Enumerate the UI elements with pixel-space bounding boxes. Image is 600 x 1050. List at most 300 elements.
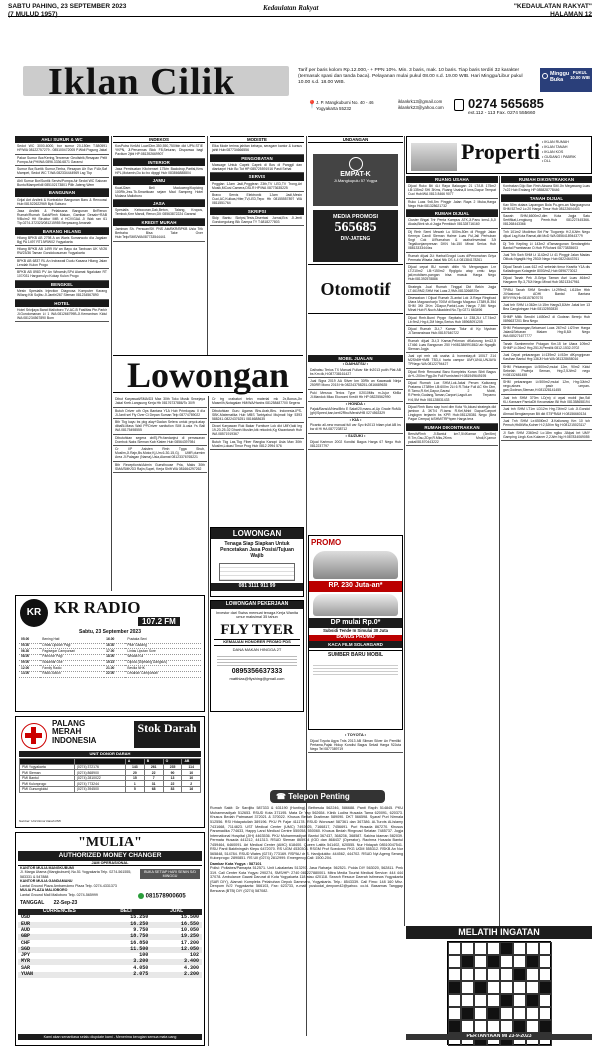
crossword-cell bbox=[513, 1020, 526, 1033]
blood-count: 20 bbox=[125, 770, 144, 776]
ad-item: Jual Sigra 2019 AA Silver km 30Rb an Kawasaki Ninja 250RR Mono 2015 Hb 082243758251-0816689635 bbox=[308, 378, 403, 390]
ad-item: Dijual cepat BU rumah dblin Yk Mergangsan Lnr LT:210m2 LB:+150m2 Rpglgdu atap cmtu kayu jati,motdisen-pangan bisa masuk Harga Nego Hub:081392578886 bbox=[406, 264, 498, 284]
currency-rate: 100 bbox=[139, 952, 149, 959]
flyer-lowongan-ad bbox=[210, 600, 304, 712]
pmi-unit: (0274) 372176 bbox=[74, 764, 125, 770]
ad-item: Dj Tnh Kepling Lt 143m2 dTamangunan Sendangtirto Bantal Prambanan O.Hub P.Ruhani 08773835603 bbox=[501, 241, 592, 253]
program-name: Bevilia NHK bbox=[125, 666, 201, 672]
brand-toyota: • TOYOTA • bbox=[344, 733, 367, 737]
pmi-stock-table bbox=[19, 758, 201, 793]
crossword-cell bbox=[539, 1020, 552, 1033]
crossword-cell bbox=[500, 994, 513, 1007]
column-3 bbox=[210, 136, 304, 354]
ad-item: Dijual Tanah Pek Jl.Griya Taman Asri Luas 464m2 Harganm Rp.3,75Jt Nego Minat Hub 08213347961 bbox=[501, 275, 592, 287]
header-page-number: HALAMAN 12 bbox=[550, 10, 592, 18]
crossword-cell bbox=[487, 981, 500, 994]
blood-count: 16 bbox=[182, 787, 201, 793]
program-time: 21.00 bbox=[104, 666, 125, 672]
ad-item: Butuh Driver uth Ops Bantara Y1A Hub Primkopau II d/a Jl.Janti sel Fly Over Ci Depan Suman Telp 08774789022 bbox=[113, 408, 207, 420]
ad-item: Elka Mode terima jahitan kebaya, seragam kantor & kursus jahit Hub:087734666556 bbox=[210, 143, 304, 155]
ad-item: Dijual Tanah Luas 612 m2 sebelah timur Kearifa Y1A dis Kaliadingan Kotagede 8000/m2,Hub 0896773012 bbox=[501, 264, 592, 276]
flyer-brand: FLY TYER bbox=[220, 621, 294, 638]
crossword-cell bbox=[526, 942, 539, 955]
blood-count: 22 bbox=[163, 781, 182, 787]
section-header-undangan: UNDANGAN bbox=[308, 136, 403, 143]
blood-count: 68 bbox=[144, 787, 163, 793]
rumah-dijual-list bbox=[406, 217, 498, 423]
program-time: 17.00 bbox=[104, 649, 125, 655]
ad-item: Skip Bantu Skripsi,Tesis,Disertasi Jurnal,Era Jl.Jenti Gondoegulung Blk Gampa TY T.6818277803 bbox=[210, 215, 304, 227]
currency-code: AUD bbox=[21, 926, 31, 933]
blood-count: 1 bbox=[125, 781, 144, 787]
car-image bbox=[313, 551, 398, 579]
currency-code: CHF bbox=[21, 939, 31, 946]
currency-column-header: BELI bbox=[101, 909, 152, 915]
ad-item: KuatJ2am Beli Maduceng/Kopicing 100Rb,Jrss.Tk.Smartkoan sejam Mad Sampreg Hotel Mulana Malioboro bbox=[113, 185, 205, 201]
mulia-open-badge: BUKA SETIAP HARI SENIN S/D MINGGU bbox=[140, 869, 200, 879]
crossword-cell bbox=[500, 968, 513, 981]
currency-rate: 15.500 bbox=[180, 914, 199, 921]
date-value: 22-Sep-23 bbox=[53, 900, 78, 906]
red-cross-icon bbox=[21, 723, 47, 749]
mulia-branches bbox=[20, 866, 135, 897]
currency-rate: 4.050 bbox=[133, 964, 149, 971]
ad-item: Jual Trih Swh SHM Lt 1142m2 Lt 41 Pinggir Jalan Madas Olikulu Ngaglik Hrg 250Jt Nego Hub 08224643761 bbox=[501, 252, 592, 264]
program-name: Radio Action bbox=[40, 671, 104, 677]
currency-rate: 3.200 bbox=[133, 958, 149, 965]
program-name: Nusantar Oke bbox=[40, 660, 104, 666]
pmi-unit: PMI Yogyakarta bbox=[20, 764, 75, 770]
program-time: 18.00 bbox=[104, 654, 125, 660]
ad-item: Jual Cepat pekarangan Lt:139m2 Lt:52m dlKpngrjpnan Kasihan Bantul Hrg:136Jt Hub WA 081328658016 bbox=[501, 352, 592, 364]
currency-code: MYR bbox=[21, 958, 31, 965]
ad-item: Hilang BPKB AB 2798 A an Waris Sumarwoto d/a Jagalan Bgj PA 1497 RT19/RW02 Yogyakarta bbox=[15, 235, 109, 247]
ad-item: Ruko Luas 9x6,5m Pinggir Jalan Raya 2 Muka,Harga Nego Hub:081328621732 bbox=[406, 199, 498, 211]
section-header-sumur: AHLI SURUR & WC bbox=[15, 136, 109, 143]
telepon-polisi: Polisi: Poltabes/Pamapta 512571. Unit Lakalantas 513297. Jasa Raharja: 562521. Polda DIY 563020, 562811. Pmk 319. Call Center Kota Yogya: 290274, SMS/HP: 2740 081227880001. Mitra Media Tourist Medical Service: 444 444 37078. Ambulance Gawat Darurat di Kota Yogyakarta 118 atau 420118. Search Rescue Daerah Istimewa Yogyakarta (SAR DIY), Alamat: Kompleks Pelabuhan Depok Dammaru, Yogyakarta. Telp.: 8543339. Call Fimo: 148 160 Mhz. Denpom IV/2 Yogyakarta: 566103, Fax: 623733, e-mail: puskodal_denpom42@yahoo. co.id. Basarnas Tanggap Bencana (BTB) DIY (0274) 587082. bbox=[210, 866, 403, 893]
ad-item: Puki Mesrua Terios Type X2010Mts m.Jujur KbBa JI.Manduk Mlau Ekonomi Kredit Hb HP:08225562990 bbox=[308, 390, 403, 402]
ad-item: SHMP Milik Sendiri Lt450m2 di Godean Berejo Hub 0896637201 Bea Nego bbox=[501, 314, 592, 326]
currency-rate: 16.550 bbox=[180, 920, 199, 927]
crossword-cell bbox=[513, 1007, 526, 1020]
section-header-bangunan: BANGUNAN bbox=[15, 189, 109, 196]
pmi-column-header: AB bbox=[182, 759, 201, 765]
blood-count: 10 bbox=[182, 770, 201, 776]
crossword-question-title: PERTANYAAN MI 23-9-2023 bbox=[406, 1034, 592, 1040]
ad-item: BPKB AB 8983 PV An Winarsih,SPd Alamat Ngalukan RT 107/031 Hargomulyo Kokap Kulon Progo bbox=[15, 269, 109, 281]
pmi-column-header: B bbox=[144, 759, 163, 765]
brand-honda: • HONDA • bbox=[345, 400, 366, 406]
brand-suzuki: • SUZUKI • bbox=[345, 433, 366, 438]
properti-category: • GUDANG / PABRIK bbox=[542, 154, 576, 159]
crossword-grid bbox=[447, 941, 551, 1045]
whatsapp-icon bbox=[138, 893, 144, 899]
flyer-title: LOWONGAN PEKERJAAN bbox=[211, 601, 303, 609]
otomotif-banner: Otomotif bbox=[308, 264, 403, 314]
blood-count: 15 bbox=[125, 775, 144, 781]
crossword-cell bbox=[526, 981, 539, 994]
radio-schedule bbox=[19, 638, 201, 678]
currency-rate: 18.750 bbox=[130, 933, 149, 940]
lpk-subtitle: Tenaga Siap Siapkan Untuk Pencetakan Jasa Posisi/Tujuan Wajib bbox=[220, 541, 294, 560]
ad-item: KosPutra KmMd Luar/Dim.350,550,750/bln dkt UPN.STIE YKPN, Jl.Perumnas Blok F8,Seturan, Dispanwa bagi Pavilum 2jtbl HP:081392669907 bbox=[113, 143, 205, 159]
crossword-cell bbox=[513, 955, 526, 968]
telepon-title bbox=[270, 790, 385, 803]
crossword-cell bbox=[487, 955, 500, 968]
section-header-ruang-usaha: RUANG USAHA bbox=[406, 176, 498, 183]
header-paper-name: "KEDAULATAN RAKYAT" bbox=[513, 3, 592, 10]
ad-item: Strategis Jual Rumah Tinggal Dkt Bekin Jogja LT.4619M2,SHM Hal Luas 2,9Mr-0813266B70n bbox=[406, 284, 498, 296]
section-header-interior: INTERIOR bbox=[113, 159, 205, 166]
sunday-label: Minggu Buka bbox=[550, 71, 570, 84]
crossword-cell bbox=[448, 1007, 461, 1020]
currency-rate: 16.250 bbox=[130, 920, 149, 927]
crossword-cell bbox=[513, 942, 526, 955]
kr-radio-name: KR RADIO bbox=[54, 598, 141, 617]
ad-item: Jasa Pembuatan Kitchenset 175/m Backdrop,Partisi,Kms HPL,Motamin,Du ko bo dipggl Hub 083866888804 bbox=[113, 166, 205, 178]
lpk-title: LOWONGAN bbox=[211, 528, 303, 539]
address-text: J. P. Mangkubumi No. 40 - 46 Yogyakarta 55232 bbox=[316, 100, 374, 111]
crossword-cell bbox=[474, 994, 487, 1007]
page-header bbox=[8, 3, 592, 17]
telepon-hospitals: Rumah Sakit: Dr Sardjito 587333 & 631190 (Hunting). Bethesda 562246, 586688. Panti Rapih 514845. PKU Muhammadiyah 512653. RSUD Kota 371195. Mata Dr Yap 562654. Klinik Ludira Husada Tama 620091, 620373. Khusus Bedah Patmasari 372021 & 370022. Khusus Bedah Dustiman 589090. DKT 566598. Syaraf Puri Nirmala 512556. RSI Hidayatullah 389196. PKU Pt Fajar 411178. RSUD Wonosari 587361 dan 367386. Al-Turots Al-Islamy 7431668, 7114823. UST Medical Center (UMC) 7492025, 7166817, 7456691. Puri Husada 867270. Khusus Paramadika 774633, Happy Land Medical Centre 550058, 550060. Khusus Bedah Ringroad Selatan 7485737. Jogja International Hospital (JIH) 4463536. PKU Muhammadiyah Bantul 367437, 368236, 368587. Sakina Idaman 582039. Permata Husada 441212, 441313. RSUD Sleman 865934 (IGD dan 868437 (Operator). Rachma Husada Bantul 7459464, 6460091. Ari Medical Center (AMC) 618400. Queen Latifa 541402, 620555. Nur Hidayah 08510047541. RSU Panti Baktiningsih Klepu 6472070. RS UGM 4530303. RSGM Prof Soedomo FKG UGM 555312. RSKB An Nur 565848, 514784. RSUD Wates (0274) 773169. RSPAU dr S. Hardjolukito: 444562, 444702. RSUD Nyi Ageng Serang Kulonprogo: 2890851. RS UII (0274) 2812999. Emergency Call: 1500-204. bbox=[210, 806, 403, 861]
ad-item: Sedot WC 3000-6000, bor sumur 20-150m T.580591 HP/WA 08122757279 - 085100472005 P.Widi Pogung Jakal bbox=[15, 143, 109, 155]
ad-item: Picanto all-new manual full var Syo th2013 hitam plat AB bs kw di Hi HA 0877238712 bbox=[308, 422, 403, 434]
properti-list bbox=[542, 140, 576, 164]
crossword-cell bbox=[487, 1020, 500, 1033]
mulia-hours-label: JAM OPERASIONAL bbox=[18, 861, 202, 866]
crossword-cell bbox=[487, 1007, 500, 1020]
crossword-cell bbox=[487, 942, 500, 955]
pmi-title-2: MERAH bbox=[52, 727, 82, 737]
empat-k-logo-icon bbox=[349, 157, 363, 171]
ad-item: Pakar Sumur Bor/Kering,Tercemar Geolistrik,Resapan Pelit Pompa Air,PH/WA:0896.3336.6871 Garansi bbox=[15, 155, 109, 167]
ad-item: Dicari Karyawan Ruk Bakar Furniture Lok dkt UMY,laki leg 19-20-25-02 Dhanh Muslim,ktk rekodnk,Kg Kiwantarah Hub WA 08571919367 bbox=[210, 423, 304, 439]
crossword-cell bbox=[461, 981, 474, 994]
program-name: Wisata Kul bbox=[125, 654, 201, 660]
program-name: Bening Hati bbox=[40, 638, 104, 643]
promo-label: PROMO bbox=[311, 538, 342, 547]
ad-item: Jual cpt rmh utk usaha & homestay,dt 100LT 214 M2Sh8H+IMB TB3,4 harta campur UMY,UNU,UNJAYA TPNego WA 08122794427 bbox=[406, 353, 498, 369]
program-time: 14.00 bbox=[19, 671, 40, 677]
blood-count: 31 bbox=[144, 781, 163, 787]
crossword-cell bbox=[539, 955, 552, 968]
radio-schedule-row bbox=[19, 671, 201, 677]
header-date bbox=[8, 3, 126, 19]
ad-item: Jual Tnh SHM Lx:650l0m2 Jl.Kaliurang Km 10 tch Pemuh,Hb8t/Wa,Kulner H:2,5Jt/m Ng H:081215023117 bbox=[501, 418, 592, 430]
promo-dp: DP mulai Rp.0* bbox=[309, 618, 402, 628]
program-name: Pagisegar Campursari bbox=[40, 649, 104, 655]
empat-k-address: Ji.Mangkupulu 57 Yogya bbox=[333, 178, 378, 184]
program-name: Family Radio bbox=[40, 666, 104, 672]
column-2 bbox=[113, 136, 205, 371]
car-promo-ad bbox=[308, 535, 403, 730]
crossword-cell bbox=[513, 981, 526, 994]
properti-category: • DLL bbox=[542, 159, 551, 164]
crossword-clues bbox=[406, 1034, 592, 1046]
crossword-cell bbox=[474, 968, 487, 981]
undangan-section bbox=[308, 136, 403, 316]
pmi-title-3: INDONESIA bbox=[52, 735, 97, 745]
crossword-cell bbox=[448, 1020, 461, 1033]
properti-category: • IKLAN TANAH bbox=[542, 144, 568, 149]
pmi-unit: PMI Kulonprogo bbox=[20, 781, 75, 787]
currency-code: EUR bbox=[21, 920, 31, 927]
pmi-column-header: A bbox=[125, 759, 144, 765]
sunday-icon bbox=[542, 73, 548, 79]
currency-code: JPY bbox=[21, 952, 31, 959]
currency-rate: 4.300 bbox=[183, 964, 199, 971]
mulia-title: "MULIA" bbox=[78, 835, 142, 850]
lowongan-ads-left bbox=[113, 396, 207, 591]
ad-item: Jl Swh SHM 2360m2 Lc:18m nglku JlAlpal brt UMY Gamping Lingk.Kos Kulaner 2,2Jt/m Ng H:087834069055 bbox=[501, 430, 592, 442]
section-header-jamu: JAMU bbox=[113, 177, 205, 184]
program-name: Lintas Liputan Pagi bbox=[40, 643, 104, 649]
section-header-kredit: KREDIT MURAH bbox=[113, 219, 205, 226]
currency-rate: 12.050 bbox=[180, 945, 199, 952]
crossword-cell bbox=[474, 955, 487, 968]
section-header-modiste: MODISTE bbox=[210, 136, 304, 143]
brand-daihatsu: • DAIHATSU • bbox=[342, 361, 369, 367]
pmi-column-header: O bbox=[163, 759, 182, 765]
crossword-cell bbox=[461, 968, 474, 981]
promo-bonus: BONUS PROMO bbox=[309, 635, 402, 641]
date-label: TANGGAL bbox=[20, 900, 45, 906]
ad-item: Dijual Rumah 2Lt,7 Kamar Tidur di Kp Nyutran Jl.Tamansiswa Hub.08157640722 bbox=[406, 326, 498, 338]
ad-item: Kontrakan Dijo Bcn Rmh Aksara Sitil Jln Megawang Luas 7x22 Hub Endang HP:085828778446 bbox=[501, 183, 592, 195]
header-date-text: SABTU PAHING, 23 SEPTEMBER 2023 bbox=[8, 3, 127, 10]
ad-item: Jual tnh SHM 370m LD(m) d wpaI mobil jlsn,Sdl KLi.Kansare PamiaDlt Kecamatan Bil Hub 081358658194 bbox=[501, 395, 592, 407]
flyer-list bbox=[217, 654, 297, 666]
crossword-cell bbox=[500, 981, 513, 994]
branch-2-address: Lantai Ground Plaza Ambarrukmo Plaza Telp. 0274-4331373 bbox=[20, 883, 117, 888]
ad-item: Ahli Sumur Bor/Suntik Servis/Pompa Air Sedot WC Saluran Buntu/Mampet/dll 085102173801 Pilih Jateng Wem bbox=[15, 178, 109, 190]
crossword-cell bbox=[461, 1020, 474, 1033]
blood-count: 90 bbox=[163, 770, 182, 776]
sunday-time: PUKUL 10.00 WIB bbox=[570, 70, 590, 80]
section-header-hotel: HOTEL bbox=[15, 300, 109, 307]
currency-row bbox=[18, 972, 202, 978]
crossword-cell bbox=[448, 955, 461, 968]
crossword-cell bbox=[474, 981, 487, 994]
kr-radio-date: Sabtu, 23 September 2023 bbox=[79, 629, 141, 635]
ad-item: Dibut Karyawati/SMA/D3 Max 30th Toko Musik Srwejaya Jakal Kreb.Langsung Kerja Hb 08176737886/To 30/9 bbox=[113, 396, 207, 408]
currency-rate: 102 bbox=[189, 952, 199, 959]
program-name: Pamurar Pagi bbox=[40, 654, 104, 660]
house-icon bbox=[411, 143, 457, 171]
pmi-unit: (0274) 394500 bbox=[74, 787, 125, 793]
currency-column-header: JUAL bbox=[151, 909, 202, 915]
ad-item: SHM pekarangan Lt:500m2,mulai 12m, Hrg:3Jt/m2 nego,akses pasir umpan-gan,Godean,Sleman,H:081328141455 bbox=[501, 379, 592, 395]
currency-rate: 3.400 bbox=[183, 958, 199, 965]
currency-code: SGD bbox=[21, 945, 31, 952]
crossword-cell bbox=[500, 942, 513, 955]
ad-item: Bravo Servis Elektronik 1Jam Jadi,Mesin Cuci,AC,Kulkas,Hiter,TV,LED,Tepo Hb 08155557897 WA 0811551764 bbox=[210, 192, 304, 208]
ad-item: Jaminan Sh. Persuan/SK PNS Akt/BKR/BPKB Usia Trik Berbaha Bisa Take Over Hub:Telp/SMS/WA087733544441 bbox=[113, 226, 205, 242]
crossword-cell bbox=[526, 1020, 539, 1033]
masthead bbox=[8, 20, 592, 128]
ad-item: Hilang BPKB AB 1499 IW an Bayu da Tanbuan UK VI/26 RW23/36 Taman Gondokusuman Yogyakarta bbox=[15, 246, 109, 258]
ad-item: Bth Receptionis/Admin Guesthouse Pria, Maks 30th SMA/SMK/D3 Rajin,Supel, Kerja Shift WA 081664297262 bbox=[113, 462, 207, 474]
branch-3-address: Lantai Ground Mall Malioboro Telp. 0274-565999 bbox=[20, 892, 98, 897]
pmi-note: Sumber: Unit Donor Darah PMI bbox=[19, 819, 61, 823]
properti-category: • IKLAN KOS bbox=[542, 149, 564, 154]
ad-item: Dijual Rmh Renovasi Baru Kompleks Koran Sihti Bagus Ar+L:200m Pgg:Jln Full Furnished H:081949649195 bbox=[406, 369, 498, 381]
section-header-skripsi: SKRIPSI bbox=[210, 208, 304, 215]
pmi-unit: (0274) 773244 bbox=[74, 781, 125, 787]
ad-item: Tanah Sambernnhe Polagan Km.15 ke Utara 109m2 SHMP Lt:26m2 Hrg.251Jt,Pemilik 0812-1532-0702 bbox=[501, 341, 592, 353]
crossword-cell bbox=[474, 942, 487, 955]
divider bbox=[404, 136, 405, 926]
kr-radio-logo: KR bbox=[20, 599, 48, 627]
program-time: 05.30 bbox=[19, 643, 40, 649]
currency-code: SAR bbox=[21, 964, 31, 971]
properti-banner bbox=[406, 136, 592, 174]
section-header-mobil: MOBIL JUALAN bbox=[308, 355, 403, 362]
branch-1-address: Jl. Marga Utama (Mangkubumi) No.51 Yogyakarta Telp. 0274-561555, 583331 & 547888 bbox=[20, 870, 132, 879]
lowongan-ads-right bbox=[210, 396, 304, 526]
crossword-cell bbox=[539, 1007, 552, 1020]
flyer-email: matthias@flyshing@gmail.com bbox=[229, 675, 285, 681]
program-name: Pustaka Seni bbox=[125, 638, 201, 643]
pmi-unit: (0274) 2810022 bbox=[74, 775, 125, 781]
currency-rate: 10.050 bbox=[180, 926, 199, 933]
header-logo: Kedaulatan Rakyat bbox=[263, 4, 319, 12]
program-time: 05.00 bbox=[19, 638, 40, 643]
ad-item: Dijual Toyota Agya Trds 2013 AB Silman Silver An Pemiliki Pertama,Pajak Hidup Kondisi Bagus Sekali Harga 92Juta Nego Tel 0877389719 bbox=[308, 738, 403, 754]
program-time: 16.30 bbox=[104, 643, 125, 649]
pmi-title bbox=[52, 720, 96, 745]
ad-item: Tnh 101m2 Modiriwn Brt Par Tlogorejo H:2,6Jt/m Nego dijual Lsg,Kota Ramai,dkt McD WA 08564189443779 bbox=[501, 229, 592, 241]
crossword-cell bbox=[539, 994, 552, 1007]
ad-item: Massage Untuk Capek Capek di Bos di Panggil dan diantarpri Hub Bo Tot HP:085725591916 Pasti Sehat bbox=[210, 162, 304, 174]
crossword-cell bbox=[526, 955, 539, 968]
phone-number: 0274 565685 bbox=[468, 96, 544, 111]
crossword-cell bbox=[500, 1020, 513, 1033]
currency-rate: 2.075 bbox=[133, 970, 149, 977]
ad-item: Sawah SHM,6600m2,dlm Kota Jogja Satu Sertifikat,Lengkung Pemb.Hub 081227445366-081268443366 bbox=[501, 213, 592, 229]
promo-sumber: SUMBER BARU MOBIL bbox=[309, 650, 402, 661]
currency-rate: 17.200 bbox=[180, 939, 199, 946]
blood-count: 143 bbox=[125, 764, 144, 770]
program-time: 22.00 bbox=[104, 671, 125, 677]
flyer-qualification: KEMAUAN HONORER PROMO PDS bbox=[214, 639, 300, 646]
ad-item: Daihatsu Terios TX Manual Fullvar Me th2013 putih Plat AB bs Km dk,H:087738161427 bbox=[308, 367, 403, 379]
header-jawa-date: (7 MULUD 1957) bbox=[8, 10, 58, 18]
ad-item: Butuh Tkg Las,Tkg Fiber Rangka Kanopi Usia Max 30th Muslim,Lokasi Timur Prog Hub 0812 2994 576 bbox=[210, 439, 304, 451]
mulia-whatsapp bbox=[138, 893, 186, 901]
branch-1-name: KANTOR MULIA MANGKUBUMI bbox=[20, 866, 74, 870]
ad-item: Dijual Rmh Baru siap huni dlm Kota Yk,lokasi strategis dkt jambon & 3KT/4 R.tamu R.Kel,Mnbl Dapur/Carport Lingkgnn terjamin bs KPR Hub:081128381 Nego (Bea Pagar Cempa) kiSHM/TRPhpen Harga tera bbox=[406, 404, 498, 424]
ad-item: Kav 50m dutara Lapangan Bola Pu-gen-an Margoagruna SHM 527m2 Lc:20 Harga Timur Hub 08122604403 bbox=[501, 202, 592, 214]
crossword-cell bbox=[487, 994, 500, 1007]
phone-icon bbox=[454, 99, 464, 111]
promo-phone: 565685 bbox=[334, 220, 377, 236]
pmi-unit: PMI Sleman bbox=[20, 770, 75, 776]
ad-item: Cr I/P Asisten Rmh Tgga Shub, Muslim,Jl.Rajn,Bs.Motor,Kj.Um.6-30-15,Gj. UMR,durmim Area JI.Palagan (Nama),Usia,Alamat 08123376765221 bbox=[113, 446, 207, 462]
section-header-rumah-dijual: RUMAH DIJUAL bbox=[406, 210, 498, 217]
currency-rate: 19.250 bbox=[180, 933, 199, 940]
header-page-info bbox=[514, 3, 592, 19]
currency-rate: 9.750 bbox=[133, 926, 149, 933]
currency-rate: 11.500 bbox=[130, 945, 149, 952]
tariff-text: Tarif per baris kolom Rp.12.000,- + PPN 10%. Min. 3 baris, mak. 10 baris. Tiap baris terdiri 32 karakter (termasuk spasi dan tanda baca). Pelayanan mulai pukul 08.00 s.d. 19.00 WIB. Hari Minggu/Libur pukul 10.00 s.d. 18.00 WIB. bbox=[298, 68, 523, 86]
ad-item: Rumah dijual 2Lt Harba/Grogol Luas dlPerumahan Griya Permata Wisata Jakal Ntk DS 4-4 081384178261 bbox=[406, 253, 498, 265]
ad-item: Dijual Rumah Lux SHM,Lok.Jakal Perum Kaliurang Pratama LT389m LB:600m 2Lt 6 R.Tidur Full AC Ktn Dim, R.Tamu,R.Kel,Dapur,Garasi 2 Mobil, R.Pemb,Gudang,Taman,Carport,Laguit-an Terpamo H:6,5M Hub 081128831433 bbox=[406, 380, 498, 404]
currency-rate: 16.850 bbox=[130, 939, 149, 946]
program-time: 09.00 bbox=[19, 660, 40, 666]
crossword-cell bbox=[539, 981, 552, 994]
promo-subsidi: Subsidi Tende In Simulai 30 Juta bbox=[323, 627, 388, 633]
crossword-cell bbox=[539, 942, 552, 955]
ad-item: Sumur Bor,Suntik Sumur,Timba, Resapan Air Svc P.Air,Saf Mampet, Sedot WC T.WA:082334444969 Lsg Tkp bbox=[15, 166, 109, 178]
currency-code: GBP bbox=[21, 933, 31, 940]
crossword-cell bbox=[526, 994, 539, 1007]
email-1[interactable]: iklankrk13@gmail.com bbox=[398, 99, 443, 104]
blood-count: 261 bbox=[144, 764, 163, 770]
kr-radio-frequency: 107.2 FM bbox=[138, 617, 180, 626]
lpk-list bbox=[219, 563, 295, 581]
blood-count: 83 bbox=[163, 787, 182, 793]
section-header-rumah-dikontrakkan-2: RUMAH DIKONTRAKKAN bbox=[501, 176, 592, 183]
kr-radio-box bbox=[15, 595, 205, 712]
email-2[interactable]: iklankrk23@yahoo.com bbox=[398, 105, 444, 111]
ad-item: TP/BU Tanah SHM Sendirn Lt:299m2, Lt115m Hbb Jl.Nasional ADHI Bantal Bantara BRYIYW,Hb:08157807070 bbox=[501, 287, 592, 303]
blood-count: 5 bbox=[125, 787, 144, 793]
ad-item: Bth Tkg kayu bs pkg alay+Dadan Selera untuk pnyck.atap dibaBi-Mass Wall PP.Driver sanitution SIM A.usia Ys Bali WA 08175498555 bbox=[113, 419, 207, 435]
ad-item: Dij Rmh Semi Mewah Lu 500m-50m di Pinggir Jalan Kemrya Candi Sleman Halme Luas Ful,Jali Perhuban Sngt Cok U/Rumahan & usaha/investasi 3Jt Tegalkonjampresan DKN No.150 Minat Serius Hub 08813333444ss bbox=[406, 229, 498, 253]
ad-item: Cluster Bhgai Trtr Penta Kampus ATK,Jl.Panu kms1,5,Jl Akala,Bbrk sb-d:Jogja Pemkkuh 081328716160 bbox=[406, 217, 498, 229]
program-name: Lintas Liputan Sore bbox=[125, 649, 201, 655]
lpk-phone: 081 3111 911 99 bbox=[211, 583, 303, 591]
pmi-unit: (0274) 868900 bbox=[74, 770, 125, 776]
program-time: 08.00 bbox=[19, 654, 40, 660]
ad-item: Dibutuhkan Guru Agama Bhs.Arab,Bhs. Indonesia-IPS-SBK-Matematika Hub MBS Tarbiyahul Mujmati Ngr 5393 588241-08224376251 0816688635 bbox=[210, 408, 304, 424]
section-header-barang-hilang: BARANG HILANG bbox=[15, 228, 109, 235]
ad-item: SHM Pekarangan,Sekarsari Luas 267m2 Lt27nm Harga Jalan&Sekaran Malam Hrg:8,8Jt Nego WA:085271677777 bbox=[501, 325, 592, 341]
location-icon: 📍 bbox=[307, 100, 317, 109]
toyota-section bbox=[308, 733, 403, 788]
program-name: Lesahan Campursari bbox=[125, 671, 201, 677]
crossword-cell bbox=[461, 994, 474, 1007]
blood-count: 13 bbox=[163, 775, 182, 781]
ad-item: Jasa Arsitek & Pelaksana Bangunan Br/Renov Rumah/Rumah Sakit/Rmh Makan, Gambar Desain+RAB 9/Bu/m2 Hit Struktur IMB d HCV/GAA Ji Wak ran 61 Tlp.0274-372323/081215955 Berpasang Amanah bbox=[15, 208, 109, 228]
crossword-cell bbox=[539, 968, 552, 981]
blood-count: 114 bbox=[182, 764, 201, 770]
pmi-unit: PMI Bantul bbox=[20, 775, 75, 781]
promo-web: DIV-JATENG bbox=[340, 236, 371, 242]
section-header-servis: SERVIS bbox=[210, 173, 304, 180]
crossword-cell bbox=[461, 1007, 474, 1020]
crossword-title: MELATIH INGATAN bbox=[406, 926, 592, 939]
mulia-money-changer bbox=[15, 832, 205, 1046]
properti-title: Properti bbox=[461, 139, 541, 164]
section-header-pengobatan: PENGOBATAN bbox=[210, 155, 304, 162]
ad-item: Dijual Rmh.Bumi Prpgn Sepitaha Lt 238,2Lt LT.74m2 Lb:9m2,Hrg:4,2M Nego,Serius Hub 08968091205 bbox=[406, 315, 498, 327]
ad-item: Pngglan 1Jam Jadi,Pngglean 23th,TV LED,TV Trong,Ari Musik,MCusi Camera,DSLR HP/WA 08773635225 bbox=[210, 181, 304, 193]
sunday-open-badge bbox=[540, 68, 592, 92]
column-6 bbox=[501, 176, 592, 926]
masthead-title: Iklan Cilik bbox=[48, 61, 236, 103]
crossword-cell bbox=[500, 955, 513, 968]
blood-count: 7 bbox=[144, 775, 163, 781]
section-header-indekos: INDEKOS bbox=[113, 136, 205, 143]
promo-price: RP. 230 Juta-an* bbox=[309, 581, 402, 591]
mulia-subtitle: AUTHORIZED MONEY CHANGER bbox=[18, 851, 202, 861]
currency-rate: 2.200 bbox=[183, 970, 199, 977]
ad-item: Dibutuhkan segera cb/Ej.Pb.faedanjrui di pemasaran Dombok Naks Sleman Kab Klaten Hub 08564397984 bbox=[113, 435, 207, 447]
program-name: Dipola (Dipmang Dangsus) bbox=[125, 660, 201, 666]
